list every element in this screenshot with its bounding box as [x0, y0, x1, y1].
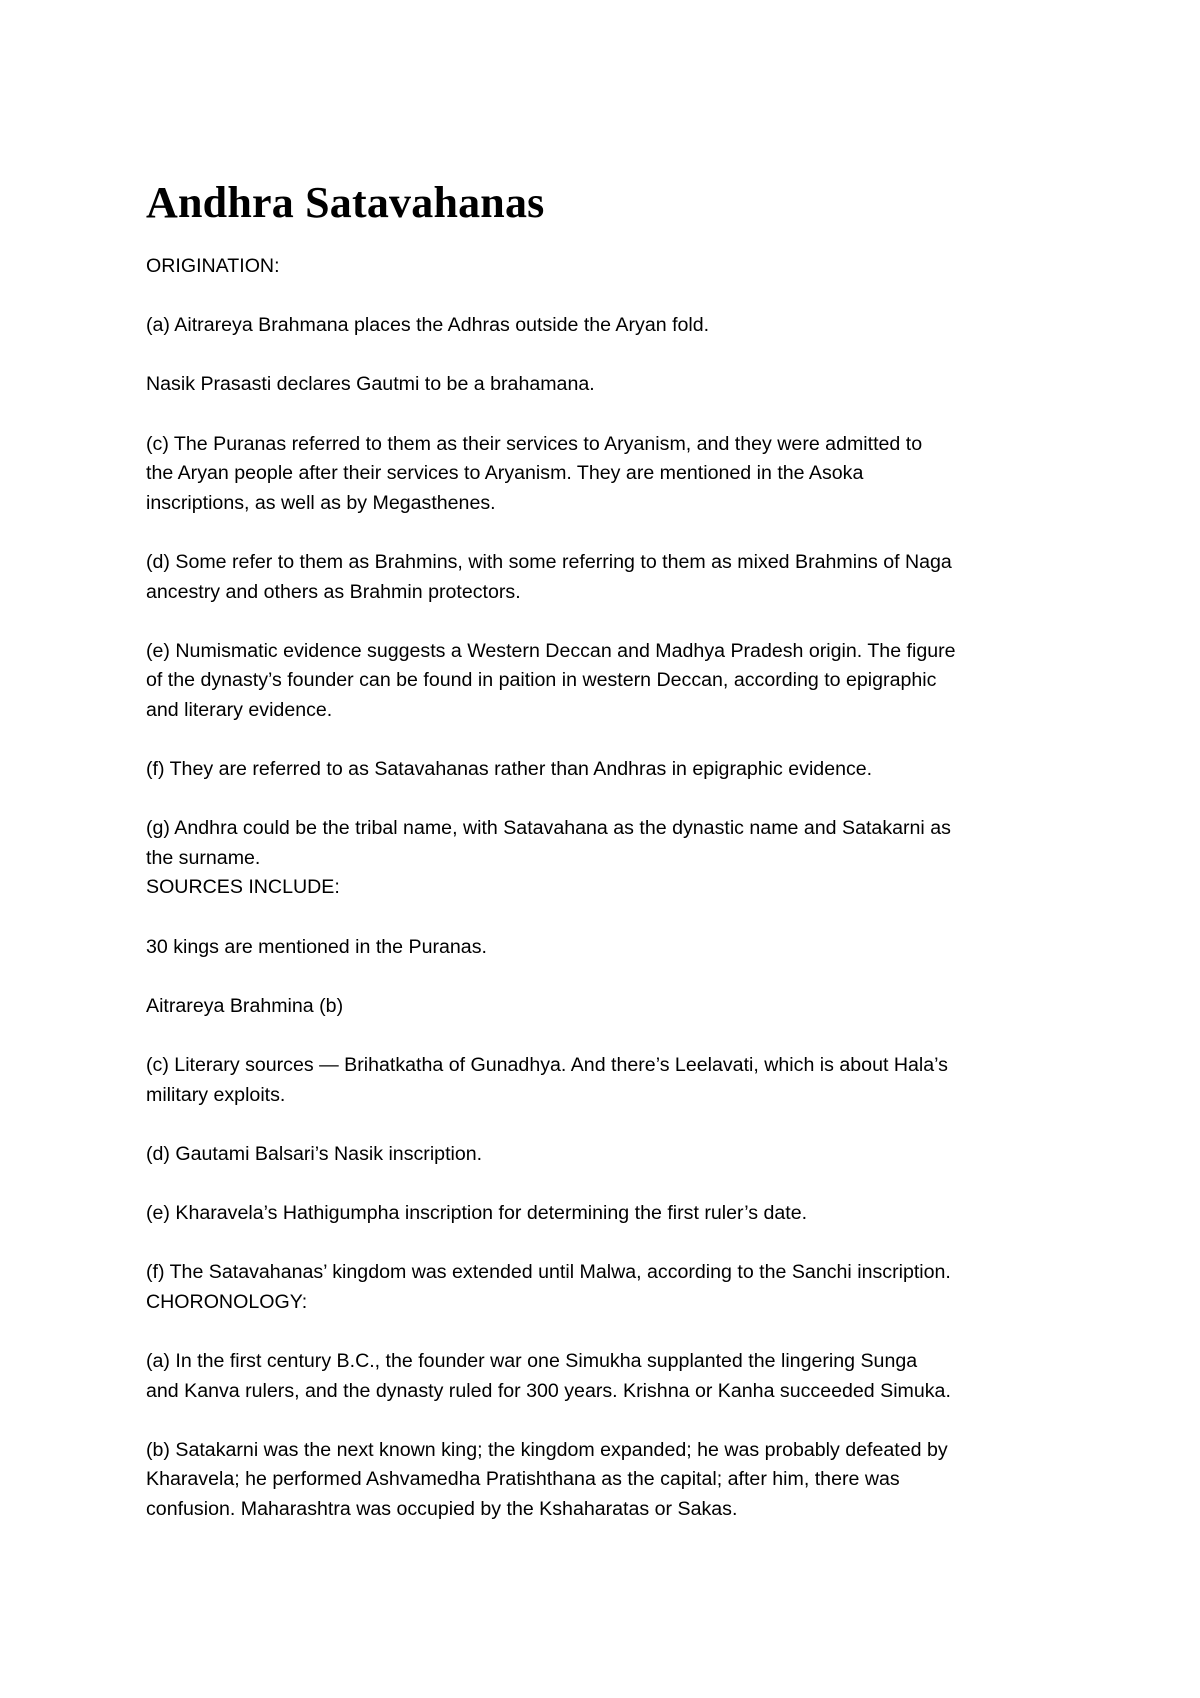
text-line: (f) The Satavahanas’ kingdom was extended until Malwa, according to the Sanchi inscription. [146, 1261, 951, 1284]
text-line: the surname. [146, 846, 261, 869]
text-line: (e) Numismatic evidence suggests a Western Deccan and Madhya Pradesh origin. The figure [146, 639, 956, 662]
text-line: and literary evidence. [146, 698, 333, 721]
paragraph [146, 992, 1076, 1022]
document-title: Andhra Satavahanas [146, 178, 545, 227]
paragraph [146, 814, 1076, 873]
paragraph [146, 430, 1076, 519]
text-line: ORIGINATION: [146, 255, 280, 277]
text-line: confusion. Maharashtra was occupied by the Kshaharatas or Sakas. [146, 1497, 738, 1520]
text-line: (g) Andhra could be the tribal name, with Satavahana as the dynastic name and Satakarni as [146, 817, 951, 840]
paragraph [146, 637, 1076, 726]
paragraph [146, 252, 1076, 282]
paragraph [146, 1258, 1076, 1288]
paragraph [146, 1199, 1076, 1229]
paragraph [146, 311, 1076, 341]
text-line: ancestry and others as Brahmin protectors. [146, 580, 521, 603]
paragraph [146, 1140, 1076, 1170]
text-line: CHORONOLOGY: [146, 1290, 308, 1313]
paragraph [146, 1347, 1076, 1406]
text-line: Aitrareya Brahmina (b) [146, 994, 344, 1017]
paragraph-list [146, 252, 1076, 1525]
text-line: (c) The Puranas referred to them as their services to Aryanism, and they were admitted to [146, 432, 923, 455]
text-line: the Aryan people after their services to Aryanism. They are mentioned in the Asoka [146, 462, 864, 485]
paragraph [146, 873, 1076, 903]
text-line: Kharavela; he performed Ashvamedha Pratishthana as the capital; after him, there was [146, 1468, 900, 1491]
document-body [146, 178, 1076, 1554]
text-line: (f) They are referred to as Satavahanas rather than Andhras in epigraphic evidence. [146, 758, 873, 781]
text-line: SOURCES INCLUDE: [146, 876, 340, 899]
text-line: inscriptions, as well as by Megasthenes. [146, 491, 496, 514]
text-line: (a) Aitrareya Brahmana places the Adhras outside the Aryan fold. [146, 314, 710, 337]
paragraph [146, 370, 1076, 400]
paragraph [146, 1436, 1076, 1525]
text-line: and Kanva rulers, and the dynasty ruled for 300 years. Krishna or Kanha succeeded Simuka. [146, 1379, 951, 1402]
text-line: Nasik Prasasti declares Gautmi to be a brahamana. [146, 373, 595, 396]
paragraph [146, 755, 1076, 785]
text-line: (c) Literary sources — Brihatkatha of Gunadhya. And there’s Leelavati, which is about Hala’s [146, 1054, 948, 1077]
paragraph [146, 1288, 1076, 1318]
text-line: of the dynasty’s founder can be found in paition in western Deccan, according to epigraphic [146, 669, 937, 692]
paragraph [146, 933, 1076, 963]
text-line: 30 kings are mentioned in the Puranas. [146, 935, 487, 958]
paragraph [146, 548, 1076, 607]
text-line: (a) In the first century B.C., the founder war one Simukha supplanted the lingering Sunga [146, 1349, 918, 1372]
paragraph [146, 1051, 1076, 1110]
text-line: (e) Kharavela’s Hathigumpha inscription for determining the first ruler’s date. [146, 1202, 808, 1224]
text-line: (b) Satakarni was the next known king; the kingdom expanded; he was probably defeated by [146, 1438, 948, 1461]
text-line: (d) Some refer to them as Brahmins, with some referring to them as mixed Brahmins of Naga [146, 550, 952, 573]
text-line: (d) Gautami Balsari’s Nasik inscription. [146, 1142, 483, 1165]
text-line: military exploits. [146, 1083, 286, 1106]
